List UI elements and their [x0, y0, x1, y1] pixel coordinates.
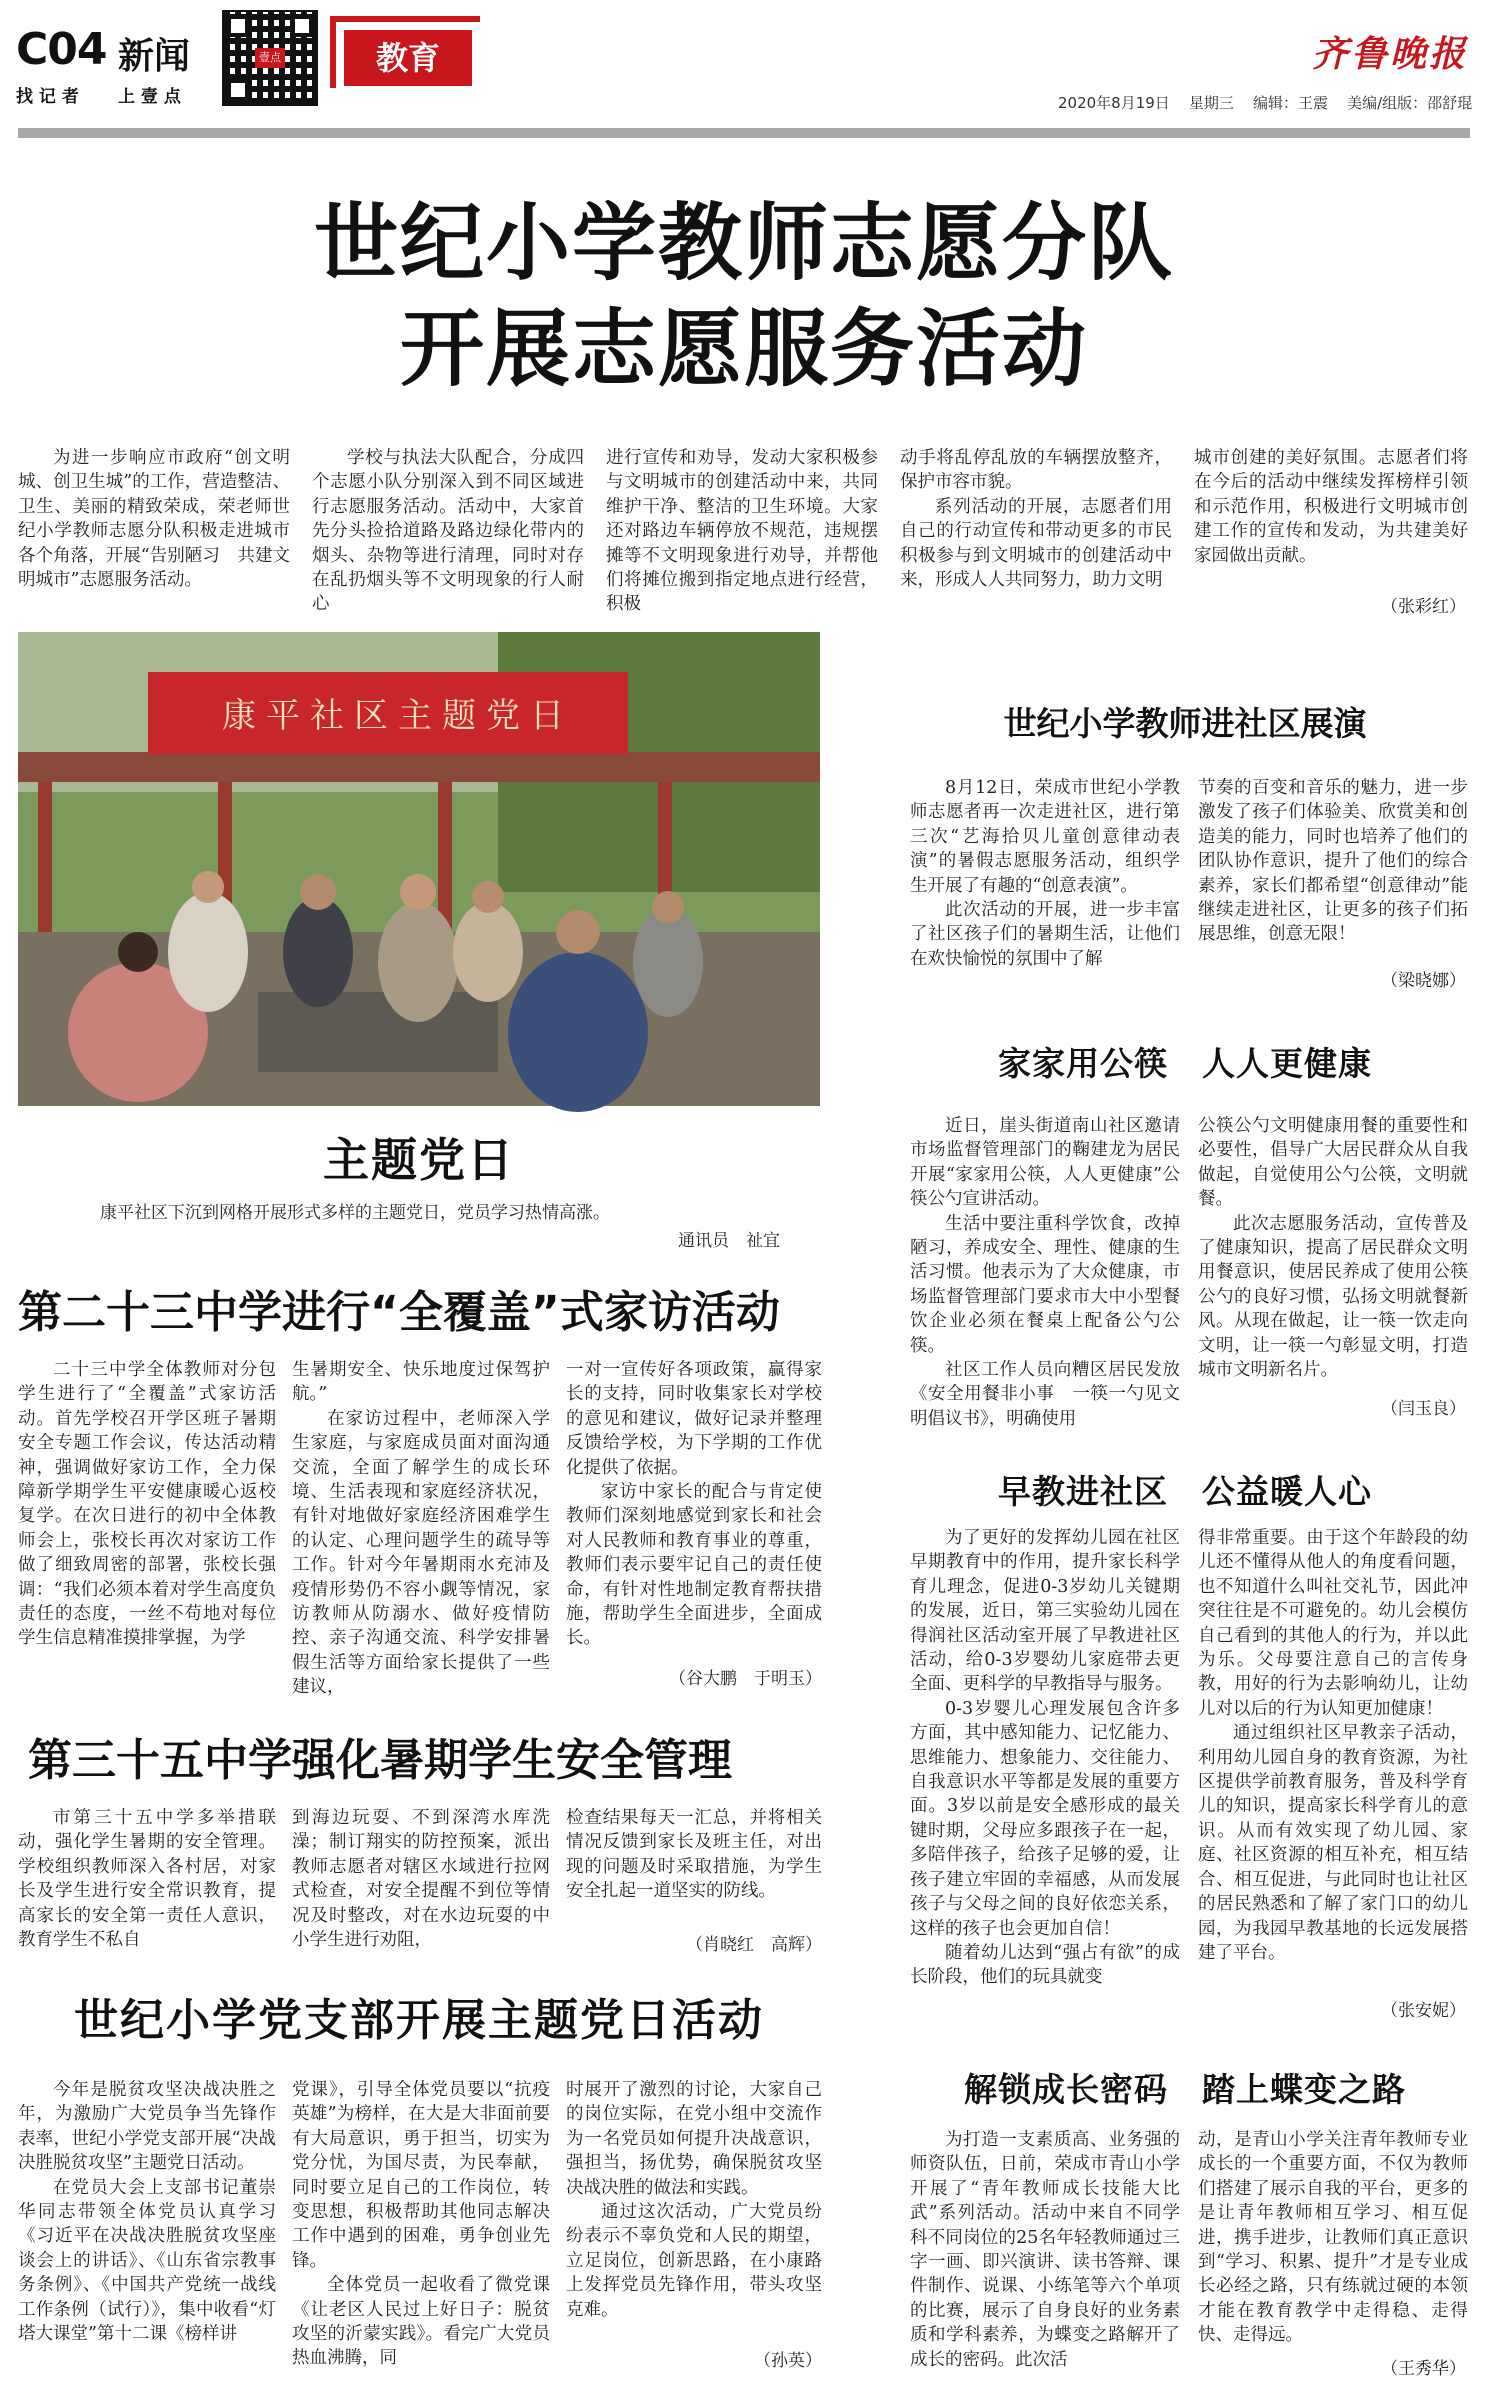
lead-col-5: 城市创建的美好氛围。志愿者们将在今后的活动中继续发挥榜样引领和示范作用，积极进行文明城市创建工作的宣传和发动，为共建美好家园做出贡献。 [1194, 448, 1468, 566]
party-branch-byline: （孙英） [754, 2351, 822, 2371]
date-line [1058, 92, 1472, 113]
date: 2020年8月19日 [1058, 94, 1170, 112]
chopsticks-col-1: 近日，崖头街道南山社区邀请市场监督管理部门的鞠建龙为居民开展“家家用公筷，人人更健康”公筷公勺宣讲活动。 生活中要注重科学饮食，改掉陋习，养成安全、理性、健康的生活习惯。他表示为了大众健康，市场监督管理部门要求市大中小型餐饮企业必须在餐桌上配备公勺公筷。 社区工作人员向糟区居民发放《安全用餐非小事 一筷一勺见文明倡议书》，明确使用 [910, 1116, 1180, 1429]
lead-title-line2: 开展志愿服务活动 [399, 300, 1088, 398]
lead-byline: （张彩红） [1381, 597, 1466, 617]
party-day-caption: 康平社区下沉到网格开展形式多样的主题党日，党员学习热情高涨。 [100, 1203, 610, 1223]
home-visit-byline: （谷大鹏 于明玉） [669, 1669, 822, 1689]
hotline-label-2: 上 壹 点 [118, 87, 181, 107]
party-day-credit: 通讯员 祉宜 [678, 1231, 780, 1251]
party-branch-col-1: 今年是脱贫攻坚决战决胜之年，为激励广大党员争当先锋作表率，世纪小学党支部开展“决战决胜脱贫攻坚”主题党日活动。 在党员大会上支部书记董崇华同志带领全体党员认真学习《习近平在决战决胜脱贫攻坚座谈会上的讲话》、《山东省宗教事务条例》、《中国共产党统一战线工作条例（试行）》，集中收看“灯塔大课堂”第十二课《榜样讲 [18, 2080, 276, 2345]
safety-col-1: 市第三十五中学多举措联动，强化学生暑期的安全管理。学校组织教师深入各村居，对家长及学生进行安全常识教育，提高家长的安全第一责任人意识，教育学生不私自 [18, 1808, 276, 1951]
community-show-title: 世纪小学教师进社区展演 [1003, 704, 1367, 743]
lead-col-4: 动手将乱停乱放的车辆摆放整齐，保护市容市貌。 系列活动的开展，志愿者们用自己的行动宣传和带动更多的市民积极参与到文明城市的创建活动中来，形成人人共同努力，助力文明 [900, 448, 1172, 591]
lead-col-1: 为进一步响应市政府“创文明城、创卫生城”的工作，营造整洁、卫生、美丽的精致荣成，荣老师世纪小学教师志愿分队积极走进城市各个角落，开展“告别陋习 共建文明城市”志愿服务活动。 [18, 448, 290, 591]
party-day-photo [18, 632, 820, 1106]
home-visit-col-1: 二十三中学全体教师对分包学生进行了“全覆盖”式家访活动。首先学校召开学区班子暑期安全专题工作会议，传达活动精神，强调做好家访工作，全力保障新学期学生平安健康暖心返校复学。在次日进行的初中全体教师会上，张校长再次对家访工作做了细致周密的部署，张校长强调：“我们必须本着对学生高度负责任的态度，一丝不苟地对每位学生信息精准摸排掌握，为学 [18, 1360, 276, 1649]
community-show-col-1: 8月12日，荣成市世纪小学教师志愿者再一次走进社区，进行第三次“艺海拾贝儿童创意律动表演”的暑假志愿服务活动，组织学生开展了有趣的“创意表演”。 此次活动的开展，进一步丰富了社区孩子们的暑期生活，让他们在欢快愉悦的氛围中了解 [910, 778, 1180, 969]
edu-tag: 教育 [344, 30, 472, 86]
section-name: 新闻 [118, 36, 191, 77]
party-branch-col-2: 党课》，引导全体党员要以“抗疫英雄”为榜样，在大是大非面前要有大局意识，勇于担当，切实为党分忧，为国尽责，为民奉献，同时要立足自己的工作岗位，转变思想，积极帮助其他同志解决工作中遇到的困难，勇争创业先锋。 全体党员一起收看了微党课《让老区人民过上好日子：脱贫攻坚的沂蒙实践》。看完广大党员热血沸腾，同 [292, 2080, 550, 2369]
editor: 编辑：王震 [1252, 94, 1328, 112]
weekday: 星期三 [1188, 94, 1234, 112]
lead-title [0, 190, 1488, 402]
party-branch-title: 世纪小学党支部开展主题党日活动 [74, 1995, 764, 2046]
qr-code[interactable] [222, 10, 318, 106]
home-visit-title: 第二十三中学进行“全覆盖”式家访活动 [18, 1287, 780, 1338]
paper-logo: 齐鲁晚报 [1312, 33, 1469, 75]
growth-col-1: 为打造一支素质高、业务强的师资队伍，日前，荣成市青山小学开展了“青年教师成长技能大比武”系列活动。活动中来自不同学科不同岗位的25名年轻教师通过三字一画、即兴演讲、读书答辩、课件制作、说课、小练笔等六个单项的比赛，展示了自身良好的业务素质和学科素养，为蝶变之路解开了成长的密码。此次活 [910, 2130, 1180, 2370]
early-edu-col-2: 得非常重要。由于这个年龄段的幼儿还不懂得从他人的角度看问题，也不知道什么叫社交礼节，因此冲突往往是不可避免的。幼儿会模仿自己看到的其他人的行为，并以此为乐。父母要注意自己的言传身教，用好的行为去影响幼儿，让幼儿对以后的行为认知更加健康！ 通过组织社区早教亲子活动，利用幼儿园自身的教育资源，为社区提供学前教育服务，普及科学育儿的知识，提高家长科学育儿的意识。从而有效实现了幼儿园、家庭、社区资源的相互补充，相互结合、相互促进，与此同时也让社区的居民熟悉和了解了家门口的幼儿园，为我园早教基地的长远发展搭建了平台。 [1198, 1528, 1468, 1963]
lead-title-line1: 世纪小学教师志愿分队 [313, 194, 1174, 292]
lead-col-2: 学校与执法大队配合，分成四个志愿小队分别深入到不同区域进行志愿服务活动。活动中，大家首先分头捡拾道路及路边绿化带内的烟头、杂物等进行清理，同时对存在乱扔烟头等不文明现象的行人耐心 [312, 448, 584, 615]
growth-byline: （王秀华） [1381, 2359, 1466, 2379]
lead-col-3: 进行宣传和劝导，发动大家积极参与文明城市的创建活动中来，共同维护干净、整洁的卫生环境。大家还对路边车辆停放不规范，违规摆摊等不文明现象进行劝导，并帮他们将摊位搬到指定地点进行经营，积极 [606, 448, 878, 615]
growth-col-2: 动，是青山小学关注青年教师专业成长的一个重要方面，不仅为教师们搭建了展示自我的平台，更多的是让青年教师相互学习、相互促进，携手进步，让教师们真正意识到“学习、积累、提升”才是专业成长必经之路，只有练就过硬的本领才能在教育教学中走得稳、走得快、走得远。 [1198, 2130, 1468, 2346]
chopsticks-byline: （闫玉良） [1381, 1399, 1466, 1419]
hotline-label: 找 记 者 [16, 87, 79, 107]
early-edu-col-1: 为了更好的发挥幼儿园在社区早期教育中的作用，提升家长科学育儿理念，促进0-3岁幼儿关键期的发展，近日，第三实验幼儿园在得润社区活动室开展了早教进社区活动，给0-3岁婴幼儿家庭带去更全面、更科学的早教指导与服务。 0-3岁婴儿心理发展包含许多方面，其中感知能力、记忆能力、思维能力、想象能力、交往能力、自我意识水平等都是发展的重要方面。3岁以前是安全感形成的最关键时期，父母应多跟孩子在一起，多陪伴孩子，给孩子足够的爱，让孩子建立牢固的幸福感，从而发展孩子与父母之间的良好依恋关系，这样的孩子也会更加自信！ 随着幼儿达到“强占有欲”的成长阶段，他们的玩具就变 [910, 1528, 1180, 1988]
chopsticks-col-2: 公筷公勺文明健康用餐的重要性和必要性，倡导广大居民群众从自我做起，自觉使用公勺公筷，文明就餐。 此次志愿服务活动，宣传普及了健康知识，提高了居民群众文明用餐意识，使居民养成了使用公筷公勺的良好习惯，弘扬文明就餐新风。从现在做起，让一筷一饮走向文明，让一筷一勺彰显文明，打造城市文明新名片。 [1198, 1116, 1468, 1381]
early-edu-title: 早教进社区 公益暖人心 [998, 1472, 1372, 1511]
community-show-byline: （梁晓娜） [1381, 971, 1466, 991]
early-edu-byline: （张安妮） [1381, 2001, 1466, 2021]
growth-title: 解锁成长密码 踏上蝶变之路 [964, 2070, 1406, 2109]
page-code: C04 [16, 24, 107, 75]
home-visit-col-3: 一对一宣传好各项政策，赢得家长的支持，同时收集家长对学校的意见和建议，做好记录并整理反馈给学校，为下学期的工作优化提供了依据。 家访中家长的配合与肯定使教师们深刻地感觉到家长和社会对人民教师和教育事业的尊重，教师们表示要牢记自己的责任使命，有针对性地制定教育帮扶措施，帮助学生全面进步，全面成长。 [566, 1360, 822, 1649]
safety-byline: （肖晓红 高辉） [686, 1935, 822, 1955]
header-rule [18, 128, 1470, 138]
qr-logo: 壹点 [255, 48, 285, 68]
designer: 美编/组版：邵舒琨 [1347, 94, 1473, 112]
home-visit-col-2: 生暑期安全、快乐地度过保驾护航。” 在家访过程中，老师深入学生家庭，与家庭成员面对面沟通交流，全面了解学生的成长环境、生活表现和家庭经济状况，有针对地做好家庭经济困难学生的认定、心理问题学生的疏导等工作。针对今年暑期雨水充沛及疫情形势仍不容小觑等情况，家访教师从防溺水、做好疫情防控、亲子沟通交流、科学安排暑假生活等方面给家长提供了一些建议， [292, 1360, 550, 1698]
community-show-col-2: 节奏的百变和音乐的魅力，进一步激发了孩子们体验美、欣赏美和创造美的能力，同时也培养了他们的团队协作意识，提升了他们的综合素养，家长们都希望“创意律动”能继续走进社区，让更多的孩子们拓展思维，创意无限！ [1198, 778, 1468, 945]
masthead [0, 0, 1488, 120]
safety-col-2: 到海边玩耍、不到深湾水库洗澡；制订翔实的防控预案，派出教师志愿者对辖区水域进行拉网式检查，对安全提醒不到位等情况及时整改，对在水边玩耍的中小学生进行劝阻， [292, 1808, 550, 1951]
safety-col-3: 检查结果每天一汇总，并将相关情况反馈到家长及班主任，对出现的问题及时采取措施，为学生安全扎起一道坚实的防线。 [566, 1808, 822, 1902]
photo-banner-text: 康平社区主题党日 [222, 696, 574, 736]
safety-title: 第三十五中学强化暑期学生安全管理 [28, 1735, 732, 1786]
chopsticks-title: 家家用公筷 人人更健康 [998, 1044, 1372, 1083]
party-branch-col-3: 时展开了激烈的讨论，大家自己的岗位实际，在党小组中交流作为一名党员如何提升决战意识，强担当，扬优势，确保脱贫攻坚决战决胜的做法和实践。 通过这次活动，广大党员纷纷表示不辜负党和人民的期望，立足岗位，创新思路，在小康路上发挥党员先锋作用，带头攻坚克难。 [566, 2080, 822, 2320]
party-day-title: 主题党日 [323, 1133, 515, 1187]
